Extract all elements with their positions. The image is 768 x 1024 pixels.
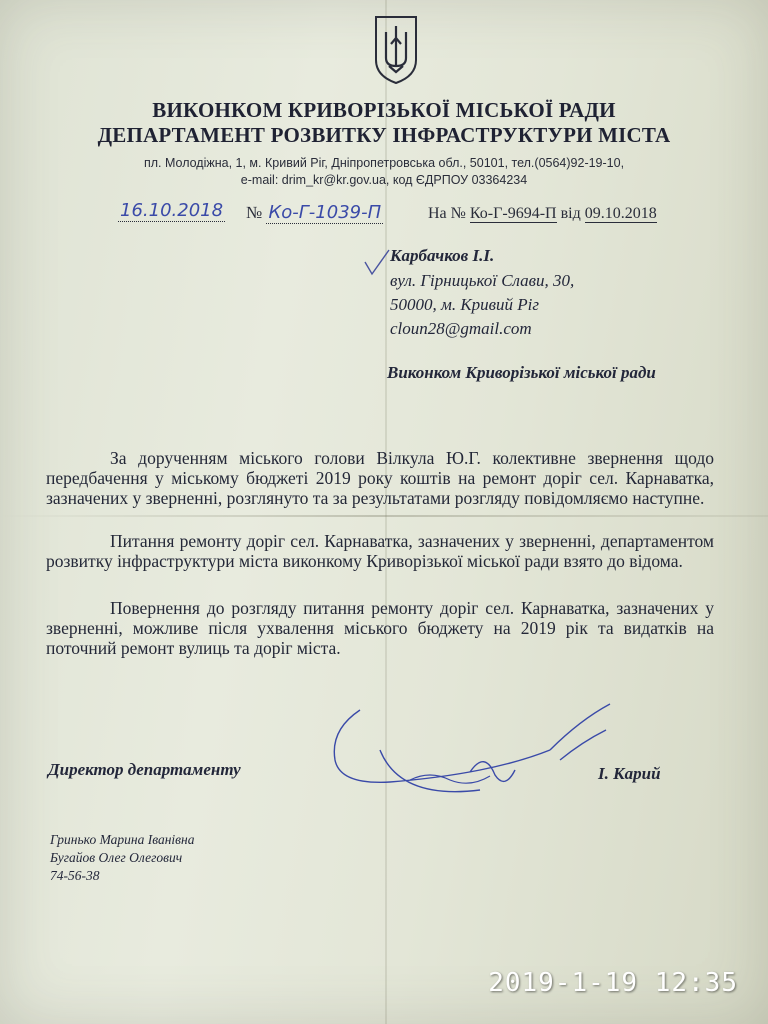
paragraph-3 [46,598,714,658]
department-name: ДЕПАРТАМЕНТ РОЗВИТКУ ІНФРАСТРУКТУРИ МІСТА [97,123,671,147]
executor-name-2: Бугайов Олег Олегович [50,850,183,865]
registration-number [246,202,383,223]
reply-date: 09.10.2018 [584,205,657,222]
photo-timestamp: 2019-1-19 12:35 [488,968,738,998]
registration-date-value: 16.10.2018 [120,200,224,221]
contact-line: e-mail: drim_kr@kr.gov.ua, код ЄДРПОУ 03364234 [240,173,528,187]
coat-of-arms-icon [373,14,419,86]
paragraph-2-text: Питання ремонту доріг сел. Карнаватка, зазначених у зверненні, департаментом розвитку інфраструктури міста виконкому Криворізької міської ради взято до відома. [46,531,714,571]
reply-number: Ко-Г-9694-П [469,205,557,222]
reply-reference [428,205,657,223]
signatory-name: І. Карий [598,764,661,783]
reply-from-label: від [560,205,581,222]
recipient-email: cloun28@gmail.com [390,319,532,338]
executor-phone: 74-56-38 [50,868,100,883]
paragraph-1-text: За дорученням міського голови Вілкула Ю.Г. колективне звернення щодо передбачення у міському бюджеті 2019 року коштів на ремонт доріг сел. Карнаватка, зазначених у зверненні, розглянуто та за результатами розгляду повідомляємо наступне. [46,448,714,508]
organization-name: ВИКОНКОМ КРИВОРІЗЬКОЇ МІСЬКОЇ РАДИ [152,98,616,122]
number-label: № [246,203,263,222]
signatory-position: Директор департаменту [48,760,241,779]
paper-fold [385,0,387,1024]
paper-fold [0,515,768,517]
recipient-city: 50000, м. Кривий Ріг [390,295,540,314]
address-line: пл. Молодіжна, 1, м. Кривий Ріг, Дніпропетровська обл., 50101, тел.(0564)92-19-10, [143,156,625,170]
registration-number-value: Ко-Г-1039-П [268,202,382,223]
check-mark-icon [362,248,392,283]
paragraph-2 [46,531,714,571]
paragraph-3-text: Повернення до розгляду питання ремонту доріг сел. Карнаватка, зазначених у зверненні, можливе після ухвалення міського бюджету на 2019 рік та видатків на поточний ремонт вулиць та доріг міста. [46,598,714,658]
recipient-name: Карбачков І.І. [390,246,495,265]
executor-name-1: Гринько Марина Іванівна [50,832,195,847]
paragraph-1 [46,448,714,508]
handwritten-signature [320,690,620,825]
recipient-street: вул. Гірницької Слави, 30, [390,271,575,290]
reply-label: На № [428,205,466,222]
copy-recipient: Виконком Криворізької міської ради [387,363,656,382]
registration-date [118,200,225,221]
